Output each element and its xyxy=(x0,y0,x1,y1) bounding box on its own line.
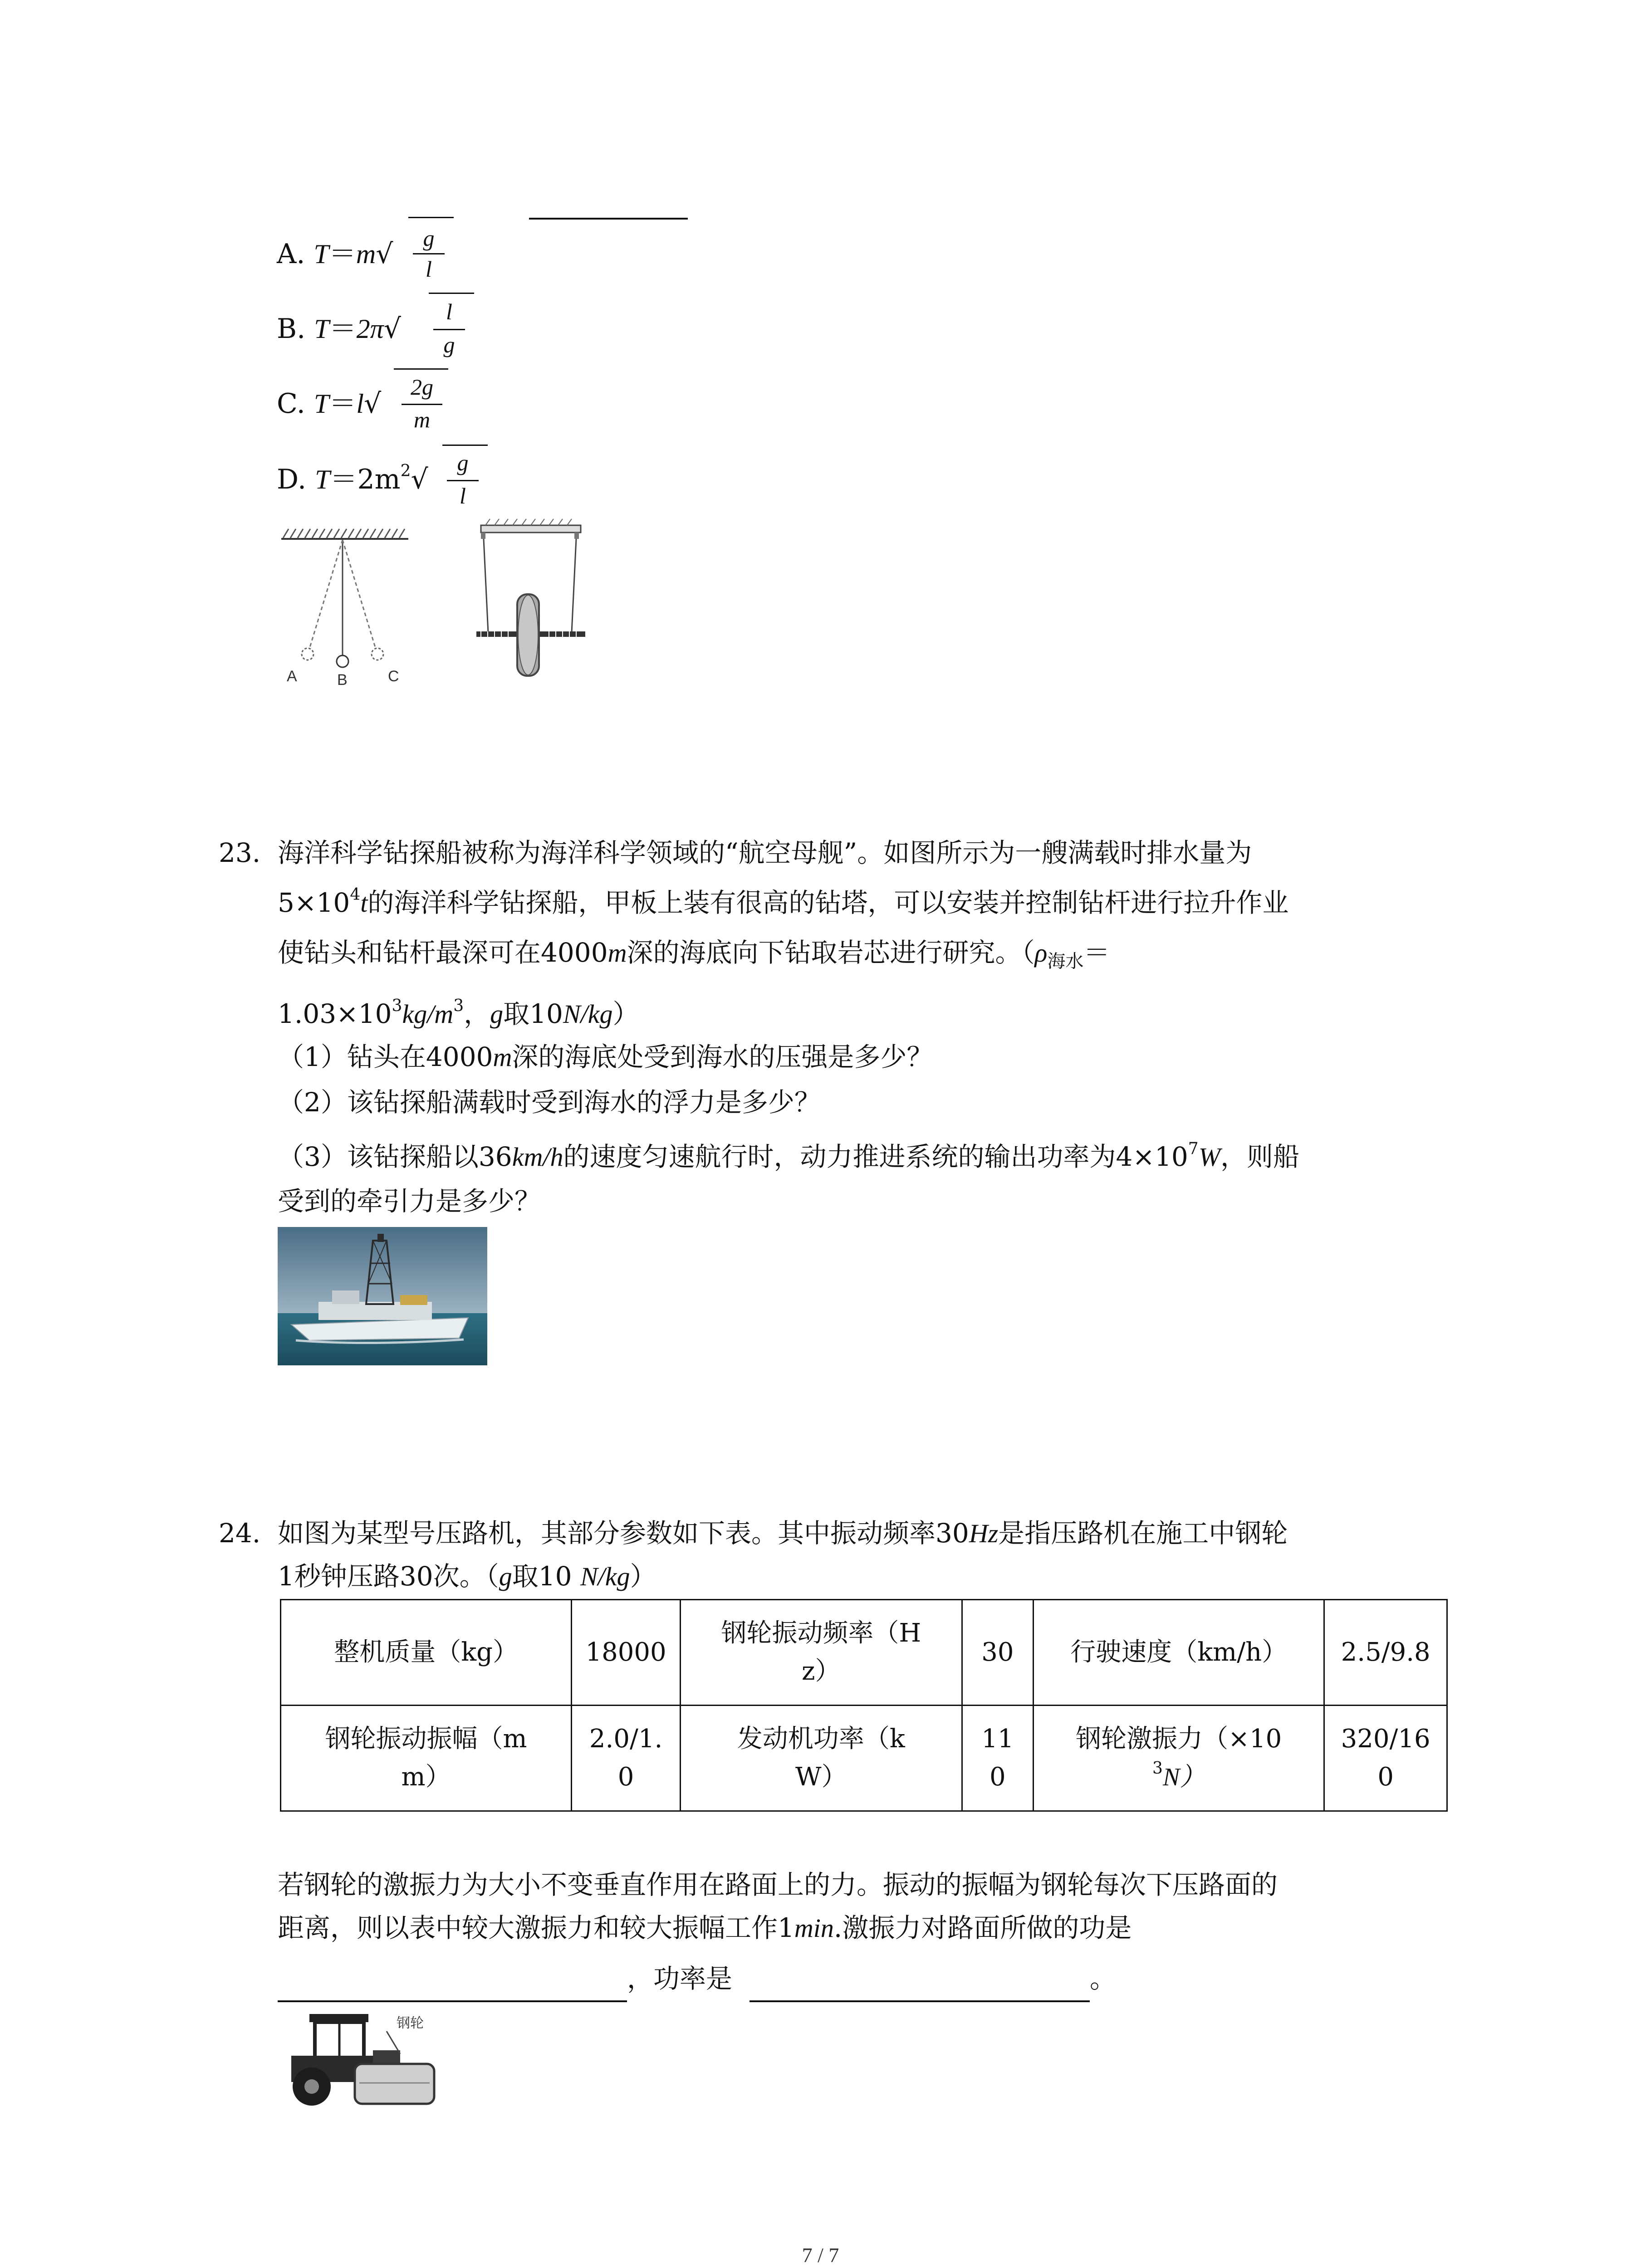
page-number: 7 / 7 xyxy=(802,2244,839,2267)
table-cell: 30 xyxy=(962,1600,1033,1706)
option-c-denominator: m xyxy=(413,407,431,432)
table-cell: 2.5/9.8 xyxy=(1324,1600,1447,1706)
table-row xyxy=(281,1706,1447,1811)
table-cell: 18000 xyxy=(572,1600,681,1706)
q23-line-4: $1.03\times 10^3kg/m^3$，g取10N/kg） xyxy=(278,996,639,1029)
q23-line-2: $5\times 10^4t$的海洋科学钻探船，甲板上装有很高的钻塔，可以安装并控制钻杆进行拉升作业 xyxy=(278,885,1289,918)
steel-drum xyxy=(355,2064,434,2104)
q23-line-1: 海洋科学钻探船被称为海洋科学领域的“航空母舰”。如图所示为一艘满载时排水量为 xyxy=(278,837,1252,868)
table-cell: 行驶速度（km/h） xyxy=(1034,1600,1324,1706)
table-cell: 钢轮振动频率（H z） xyxy=(681,1600,962,1706)
table-cell: 钢轮激振力（×10 $^3$N） xyxy=(1034,1706,1324,1811)
table-cell: 11 0 xyxy=(962,1706,1033,1811)
option-d-numerator: g xyxy=(457,450,469,475)
answer-blank-work[interactable] xyxy=(278,2000,627,2002)
label-a: A xyxy=(287,668,297,685)
q24-para-3-mid: ，功率是 xyxy=(627,1963,733,1994)
option-a-denominator: l xyxy=(426,256,432,282)
q23-line-3: 使钻头和钻杆最深可在4000m深的海底向下钻取岩芯进行研究。（$\rho_{海水}=$ xyxy=(278,937,1110,972)
q24-line-2: 1秒钟压路30次。（g取10 N/kg） xyxy=(278,1561,656,1592)
drum-label: 钢轮 xyxy=(397,2015,424,2031)
option-a[interactable]: A. T＝m√ xyxy=(277,238,393,270)
q23-sub-3-line-2: 受到的牵引力是多少？ xyxy=(278,1186,541,1217)
bob-a xyxy=(302,648,314,660)
option-d-fraction-bar xyxy=(447,480,479,481)
q23-sub-3: （3）该钻探船以36km/h的速度匀速航行时，动力推进系统的输出功率为$4\times 10^7W$，则船 xyxy=(278,1139,1300,1172)
option-c[interactable]: C. T＝l√ xyxy=(277,388,382,420)
option-c-numerator: 2g xyxy=(411,374,433,400)
table-cell: 发动机功率（k W） xyxy=(681,1706,962,1811)
bob-b xyxy=(337,655,348,667)
option-b-denominator: g xyxy=(443,332,455,357)
parameter-table xyxy=(280,1599,1448,1812)
option-b-numerator: l xyxy=(446,299,452,324)
wheel-pendulum-figure xyxy=(467,517,594,689)
ceiling-hatch xyxy=(281,529,408,539)
table-cell: 320/16 0 xyxy=(1324,1706,1447,1811)
option-d-denominator: l xyxy=(460,483,466,508)
answer-blank-top[interactable] xyxy=(529,218,688,220)
option-b[interactable]: B. T＝2π√ xyxy=(277,313,401,345)
option-a-numerator: g xyxy=(423,225,435,251)
q24-para-1: 若钢轮的激振力为大小不变垂直作用在路面上的力。振动的振幅为钢轮每次下压路面的 xyxy=(278,1869,1278,1900)
table-row xyxy=(281,1600,1447,1706)
sqrt-sign: √ xyxy=(383,313,401,345)
road-roller-figure xyxy=(278,2005,459,2109)
table-cell: 钢轮振动振幅（m m） xyxy=(281,1706,572,1811)
drilling-ship-photo xyxy=(278,1227,487,1365)
table-cell: 2.0/1. 0 xyxy=(572,1706,681,1811)
option-a-fraction-bar xyxy=(413,253,445,254)
q23-sub-2: （2）该钻探船满载时受到海水的浮力是多少？ xyxy=(278,1087,821,1118)
root-bar-c xyxy=(394,368,448,370)
q24-number: 24. xyxy=(219,1518,261,1549)
root-bar-a xyxy=(408,217,454,218)
option-b-fraction-bar xyxy=(433,329,465,330)
sqrt-sign: √ xyxy=(376,238,393,270)
bob-c xyxy=(372,648,383,660)
q23-number: 23. xyxy=(219,837,261,868)
sqrt-sign: √ xyxy=(411,464,428,495)
q24-para-2: 距离，则以表中较大激振力和较大振幅工作1min.激振力对路面所做的功是 xyxy=(278,1912,1132,1943)
option-c-fraction-bar xyxy=(402,404,442,405)
q24-para-3-end: 。 xyxy=(1090,1963,1117,1994)
q23-sub-1: （1）钻头在4000m深的海底处受到海水的压强是多少？ xyxy=(278,1041,933,1072)
pendulum-figure xyxy=(277,522,413,694)
label-b: B xyxy=(337,671,348,689)
sqrt-sign: √ xyxy=(363,388,382,420)
label-c: C xyxy=(388,668,399,685)
table-cell: 整机质量（kg） xyxy=(281,1600,572,1706)
option-d[interactable]: D. $T=2m^2√$ xyxy=(277,462,428,495)
root-bar-b xyxy=(429,293,474,294)
answer-blank-power[interactable] xyxy=(749,2000,1090,2002)
q24-line-1: 如图为某型号压路机，其部分参数如下表。其中振动频率30Hz是指压路机在施工中钢轮 xyxy=(278,1518,1288,1549)
root-bar-d xyxy=(442,445,488,446)
